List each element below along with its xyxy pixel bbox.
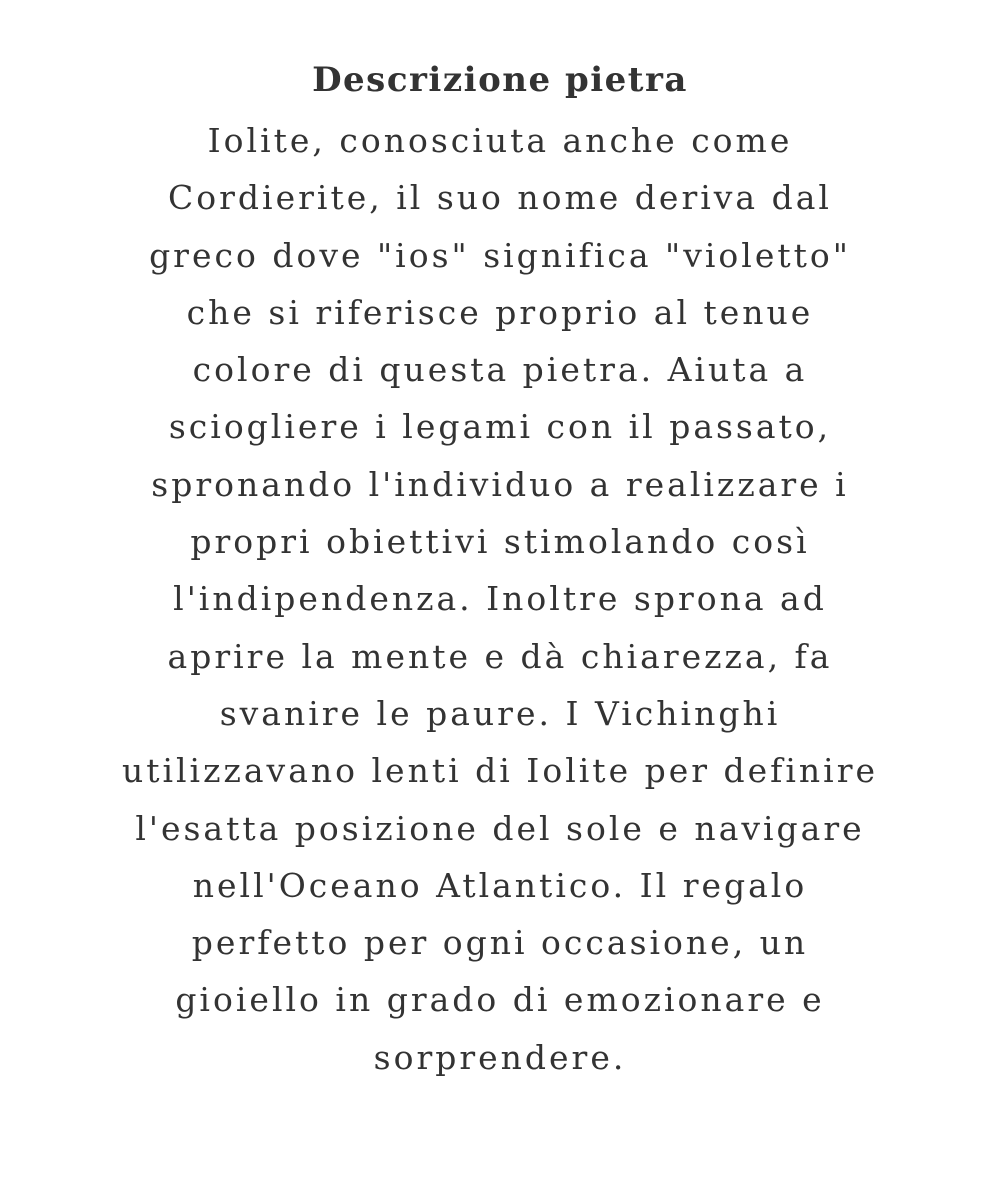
- description-line: gioiello in grado di emozionare e: [175, 980, 825, 1020]
- description-line: greco dove "ios" significa "violetto": [149, 235, 851, 275]
- description-line: perfetto per ogni occasione, un: [191, 923, 809, 963]
- description-line: propri obiettivi stimolando così: [190, 522, 810, 562]
- description-line: Cordierite, il suo nome deriva dal: [168, 178, 832, 218]
- description-line: l'indipendenza. Inoltre sprona ad: [173, 579, 827, 619]
- stone-description-section: [90, 56, 910, 1086]
- description-line: aprire la mente e dà chiarezza, fa: [167, 636, 833, 676]
- description-paragraph: [90, 112, 910, 1086]
- description-line: l'esatta posizione del sole e navigare: [135, 808, 865, 848]
- description-line: Iolite, conosciuta anche come: [207, 121, 793, 160]
- description-line: che si riferisce proprio al tenue: [186, 292, 814, 332]
- section-title: Descrizione pietra: [312, 60, 688, 100]
- description-line: nell'Oceano Atlantico. Il regalo: [192, 865, 808, 905]
- description-line: svanire le paure. I Vichinghi: [219, 693, 781, 733]
- description-line: utilizzavano lenti di Iolite per definire: [121, 751, 879, 791]
- description-line: spronando l'individuo a realizzare i: [151, 464, 849, 504]
- description-line: sciogliere i legami con il passato,: [168, 407, 832, 447]
- description-line: colore di questa pietra. Aiuta a: [192, 350, 808, 390]
- description-line: sorprendere.: [373, 1037, 627, 1077]
